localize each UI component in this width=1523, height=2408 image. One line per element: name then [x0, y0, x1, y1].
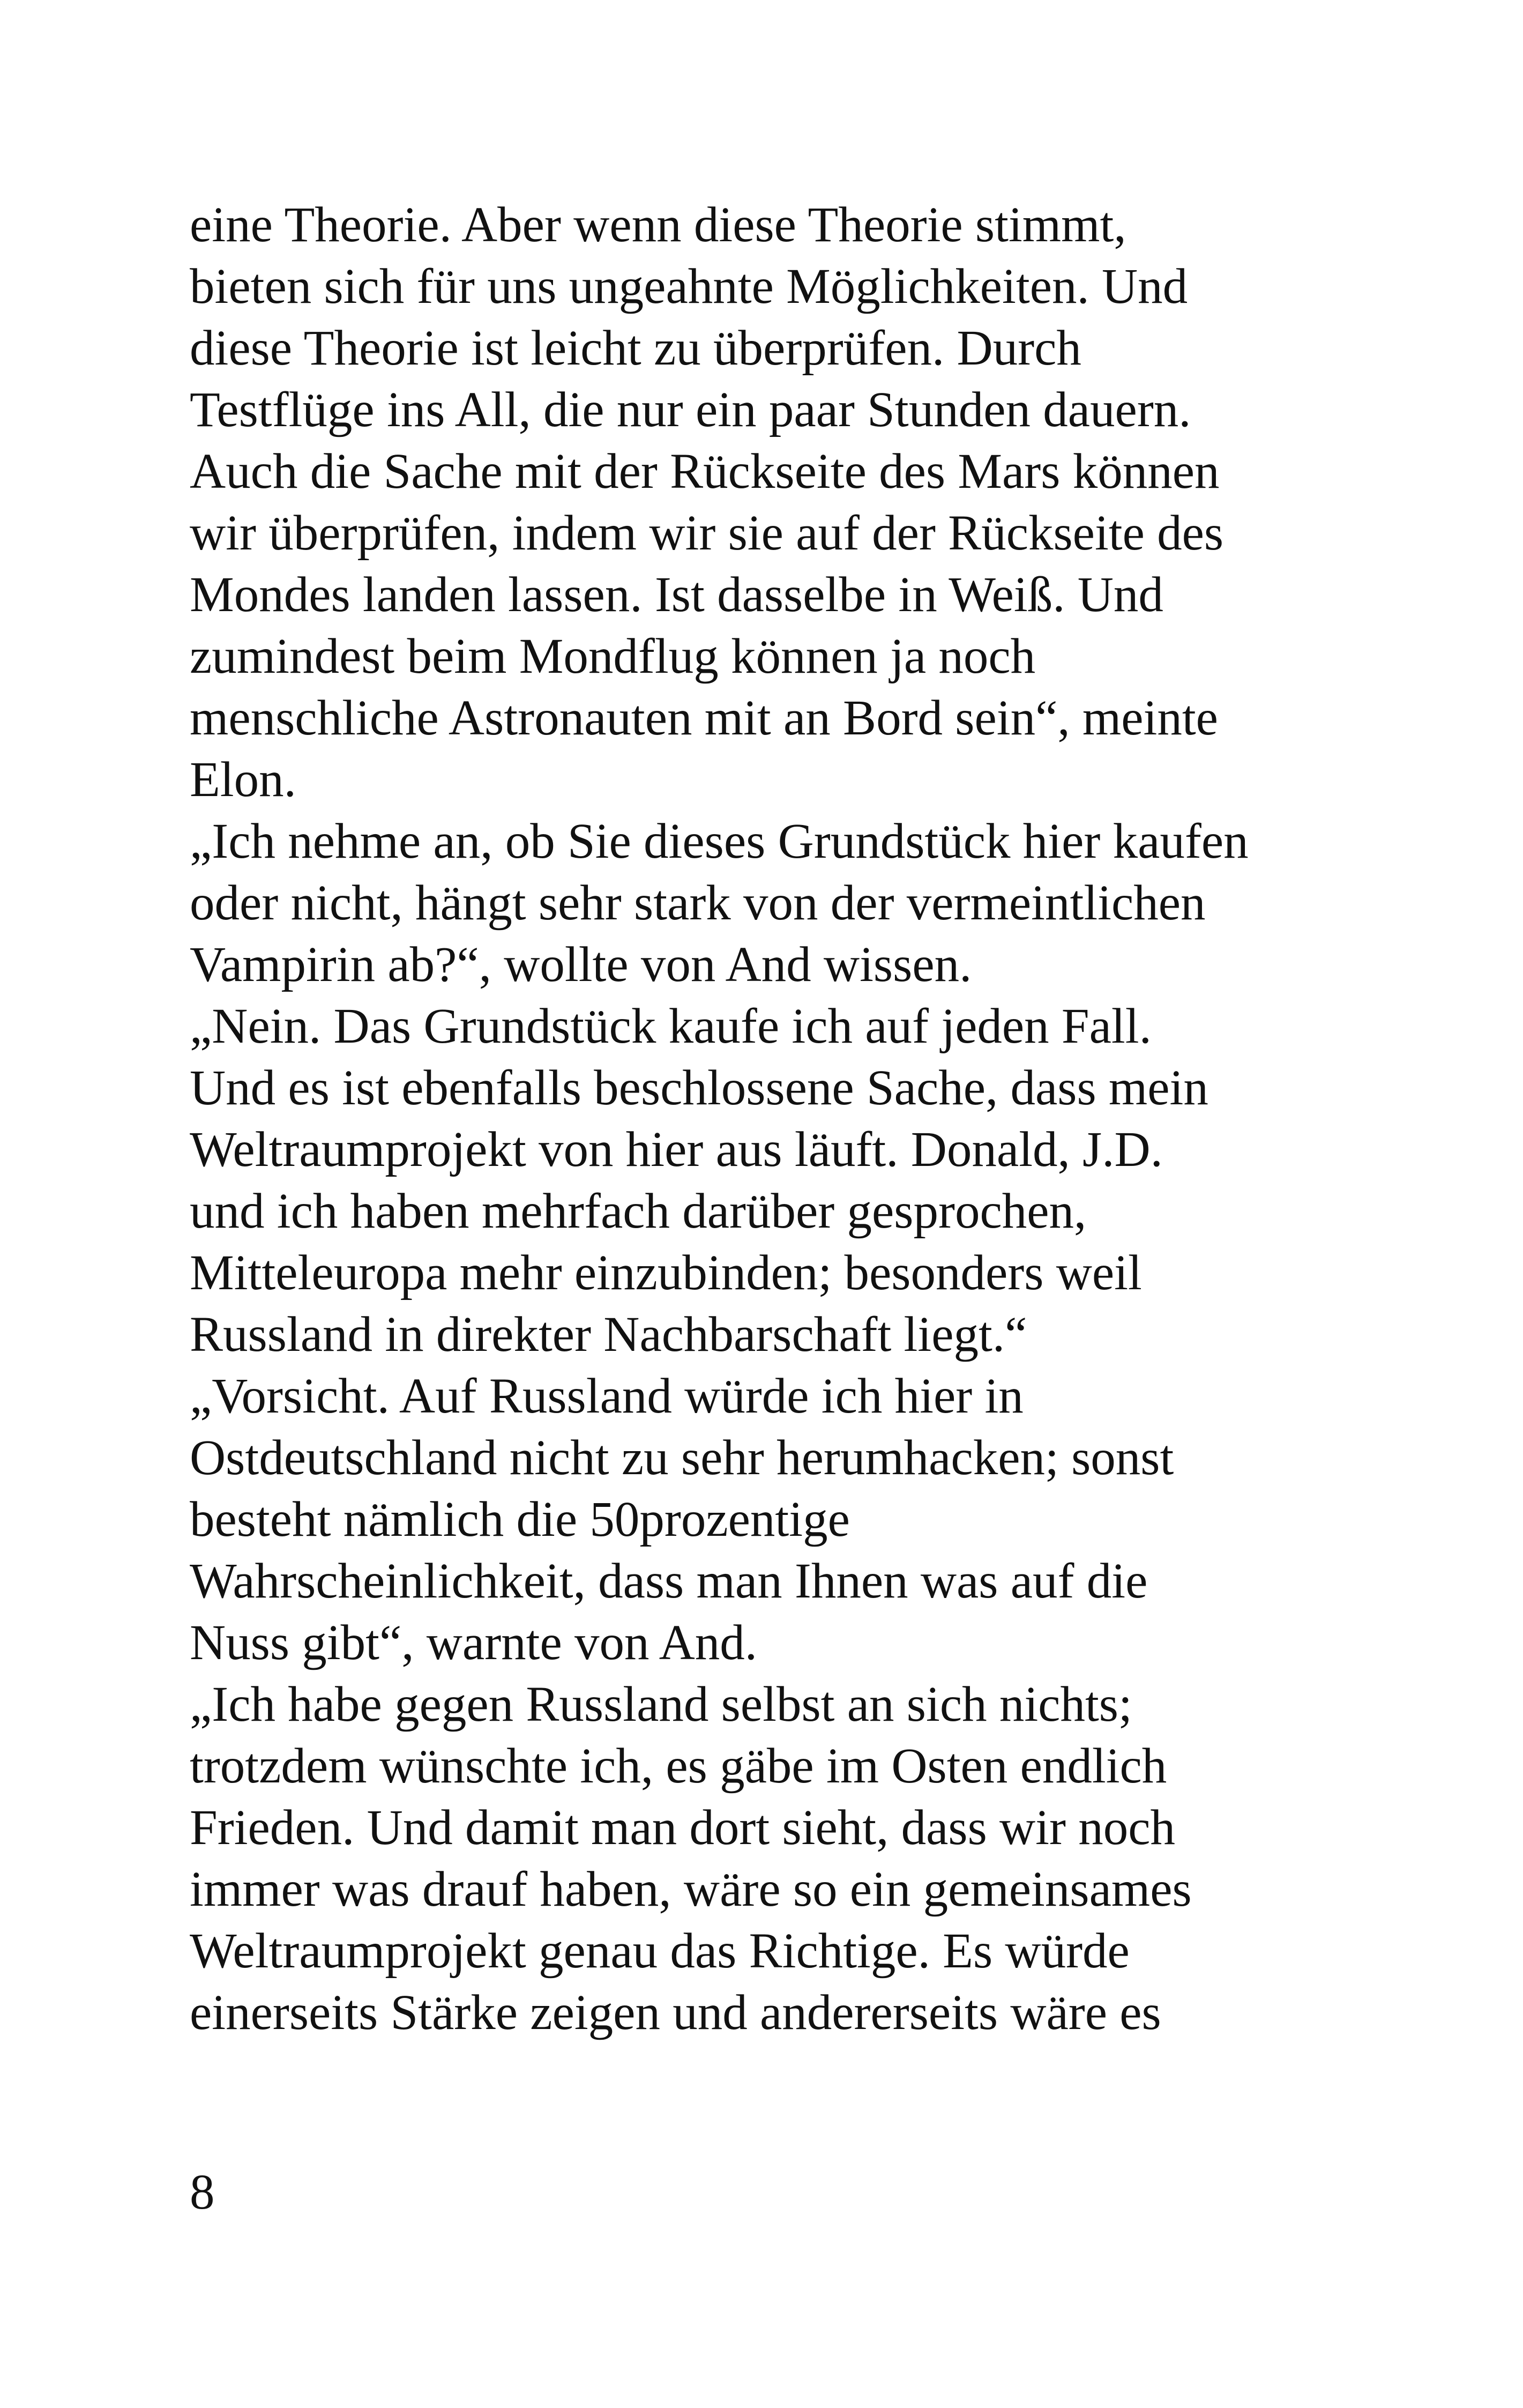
text-line: wir überprüfen, indem wir sie auf der Rückseite des	[190, 506, 1224, 561]
text-line: Frieden. Und damit man dort sieht, dass wir noch	[190, 1800, 1176, 1855]
text-line: Elon.	[190, 752, 296, 807]
text-line: Vampirin ab?“, wollte von And wissen.	[190, 937, 972, 992]
text-line: „Vorsicht. Auf Russland würde ich hier in	[190, 1369, 1024, 1424]
text-line: Weltraumprojekt von hier aus läuft. Donald, J.D.	[190, 1122, 1163, 1177]
text-line: Wahrscheinlichkeit, dass man Ihnen was auf die	[190, 1554, 1148, 1609]
text-line: oder nicht, hängt sehr stark von der vermeintlichen	[190, 875, 1206, 931]
text-line: Weltraumprojekt genau das Richtige. Es würde	[190, 1923, 1130, 1979]
text-line: immer was drauf haben, wäre so ein gemeinsames	[190, 1862, 1192, 1917]
text-line: diese Theorie ist leicht zu überprüfen. Durch	[190, 321, 1081, 376]
text-line: eine Theorie. Aber wenn diese Theorie stimmt,	[190, 197, 1126, 252]
body-text	[190, 194, 1358, 2043]
text-line: „Ich habe gegen Russland selbst an sich nichts;	[190, 1677, 1132, 1732]
text-line: einerseits Stärke zeigen und andererseits wäre es	[190, 1985, 1161, 2040]
text-line: zumindest beim Mondflug können ja noch	[190, 629, 1036, 684]
text-line: Auch die Sache mit der Rückseite des Mars können	[190, 444, 1220, 499]
text-line: besteht nämlich die 50prozentige	[190, 1492, 850, 1547]
text-line: menschliche Astronauten mit an Bord sein“, meinte	[190, 690, 1218, 746]
text-line: Mitteleuropa mehr einzubinden; besonders weil	[190, 1245, 1142, 1300]
text-line: trotzdem wünschte ich, es gäbe im Osten endlich	[190, 1738, 1167, 1794]
page-number: 8	[190, 2165, 215, 2220]
text-line: und ich haben mehrfach darüber gesprochen,	[190, 1184, 1087, 1239]
text-line: „Nein. Das Grundstück kaufe ich auf jeden Fall.	[190, 999, 1152, 1054]
text-line: „Ich nehme an, ob Sie dieses Grundstück hier kaufen	[190, 814, 1249, 869]
text-line: Mondes landen lassen. Ist dasselbe in Weiß. Und	[190, 567, 1163, 622]
text-line: Testflüge ins All, die nur ein paar Stunden dauern.	[190, 382, 1191, 437]
text-line: Russland in direkter Nachbarschaft liegt.“	[190, 1307, 1027, 1362]
text-line: Nuss gibt“, warnte von And.	[190, 1615, 758, 1670]
text-line: Ostdeutschland nicht zu sehr herumhacken; sonst	[190, 1430, 1174, 1485]
text-line: Und es ist ebenfalls beschlossene Sache, dass mein	[190, 1060, 1208, 1116]
text-line: bieten sich für uns ungeahnte Möglichkeiten. Und	[190, 259, 1188, 314]
